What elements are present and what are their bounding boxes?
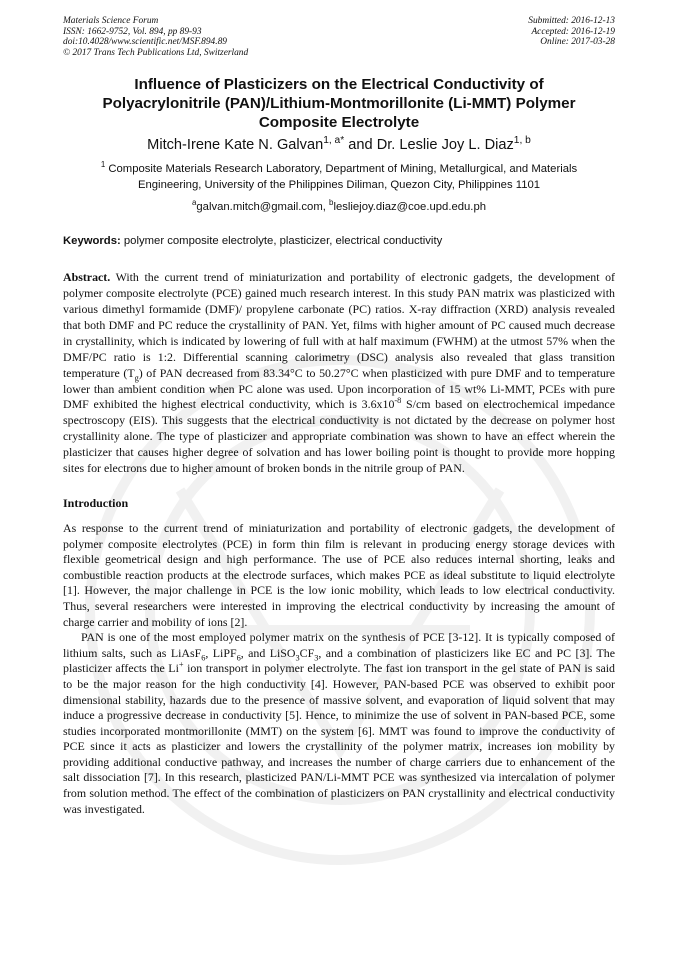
submitted-date: Submitted: 2016-12-13 [528,16,615,26]
title-line: Influence of Plasticizers on the Electrical Conductivity of [134,76,544,94]
author-name: Mitch-Irene Kate N. Galvan [147,137,324,154]
title-line: Polyacrylonitrile (PAN)/Lithium-Montmorillonite (Li-MMT) Polymer [102,95,576,113]
exponent: -8 [394,396,402,406]
author-name: Dr. Leslie Joy L. Diaz [376,137,514,154]
abstract-label: Abstract. [63,270,111,285]
copyright: © 2017 Trans Tech Publications Ltd, Switzerland [63,47,249,58]
paragraph-text: PAN is one of the most employed polymer matrix on the synthesis of PCE [3-12]. It is typically composed of lithium salts, such as LiAsF [63,630,615,660]
journal-name: Materials Science Forum [63,16,159,26]
keywords [63,234,615,249]
abstract-text: With the current trend of miniaturization and portability of electronic gadgets, the development of polymer composite electrolyte (PCE) gained much research interest. In this study PAN matrix was plasticized with various dimethyl formamide (DMF)/ propylene carbonate (PC) ratios. X-ray diffraction (XRD) analysis revealed that both DMF and PC reduce the crystallinity of PAN. Yet, films with higher amount of PC caused much decrease in crystallinity, which is indicated by lowering of full with at half maximum (FWHM) at the utmost 57% when the DMF/PC ratio is 1:2. Differential scanning calorimetry (DSC) analysis also revealed that glass transition temperature (T [63,270,615,380]
email-marker: a [191,198,197,208]
abstract-text: S/cm based on electrochemical impedance spectroscopy (EIS). This suggests that the electrical conductivity is not dictated by the decrease on polymer host crystallinity alone. The type of plasticizer and appropriate combination was shown to have an effect wherein the plasticizer that causes higher degree of solvation and has lower boiling point is thought to provide more hopping sites for electrons due to higher amount of broken bonds in the nitrile group of PAN. [63,397,615,476]
section-heading-introduction: Introduction [63,495,129,510]
author-affiliation-marker: 1, a* [323,135,345,147]
header-left [63,16,248,58]
introduction-paragraph [63,630,615,817]
author-conjunction: and [344,137,377,154]
subscript: 3 [295,653,300,663]
introduction-paragraph: As response to the current trend of miniaturization and portability of electronic gadgets, the development of polymer composite electrolytes (PCE) in form thin film is relevant in producing energy storage devices with flexible geometrical design and high performance. The use of PCE also reduces internal shorting, leaks and combustible reaction products at the electrode surfaces, which makes PCE as ideal substitute to liquid electrolyte [1]. However, the major challenge in PCE is the low ionic mobility, which leads to low electrical conductivity. Thus, several researchers were interested in improving the electrical conductivity by increasing the amount of charge carrier and mobility of ions [2]. [63,520,615,629]
author-affiliation-marker: 1, b [513,135,531,147]
tg-subscript: g [134,373,139,382]
paragraph-text: , and a combination of plasticizers like EC and PC [3]. The plasticizer affects the Li [63,645,616,676]
paragraph-text: ion transport in polymer electrolyte. The fast ion transport in the gel state of PAN is said to be the major reason for the high conductivity [4]. However, PAN-based PCE was observed to exhibit poor dimensional stability, hazards due to the presence of massive solvent, and evaporation of liquid solvent that may induce a progressive decrease in conductivity [5]. Hence, to minimize the use of solvent in PAN-based PCE, some studies incorporated montmorillonite (MMT) on the system [6]. MMT was found to improve the conductivity of PCE since it acts as plasticizer and lowers the crystallinity of the polymer matrix, increases ion mobility by providing additional conductive pathway, and increases the number of charge carriers due to enhancement of the salt dissociation [7]. In this research, plasticized PAN/Li-MMT PCE was synthesized via intercalation of polymer from solution method. The effect of the combination of plasticizers on PAN crystallinity and electrical conductivity was investigated. [63,661,615,816]
keywords-text: polymer composite electrolyte, plasticizer, electrical conductivity [120,235,443,248]
doi: doi:10.4028/www.scientific.net/MSF.894.89 [63,37,227,48]
publication-header [63,16,615,58]
affiliation [63,162,615,193]
affiliation-text: Composite Materials Research Laboratory, Department of Mining, Metallurgical, and Materials [105,163,578,176]
email-marker: b [329,198,334,208]
abstract-text: ) of PAN decreased from 83.34°C to 50.27°C when plasticized with pure DMF and to temperature lower than ambient condition when PC alone was used. Upon incorporation of 15 wt% Li-MMT, PCEs with pure DMF exhibited the highest electrical conductivity, which is 3.6x10 [63,365,615,412]
author-emails [63,200,615,215]
title-line: Composite Electrolyte [258,114,420,132]
paper-page [63,16,615,817]
affiliation-text: Engineering, University of the Philippines Diliman, Quezon City, Philippines 1101 [137,178,541,191]
online-date: Online: 2017-03-28 [540,37,615,48]
subscript: 6 [201,653,206,663]
superscript: + [178,660,184,670]
email-address: galvan.mitch@gmail.com, [196,201,330,214]
affiliation-marker: 1 [100,160,106,170]
accepted-date: Accepted: 2016-12-19 [531,26,615,37]
subscript: 6 [236,653,241,663]
issn-volume: ISSN: 1662-9752, Vol. 894, pp 89-93 [63,26,202,37]
subscript: 3 [314,653,319,663]
abstract [63,270,615,477]
keywords-label: Keywords: [63,235,121,248]
header-right [528,16,615,58]
email-address: lesliejoy.diaz@coe.upd.edu.ph [333,201,487,214]
author-line [63,136,615,155]
paragraph-text: CF [299,645,315,660]
paragraph-text: , LiPF [205,645,237,660]
paragraph-text: , and LiSO [240,645,296,660]
paper-title [63,75,615,132]
